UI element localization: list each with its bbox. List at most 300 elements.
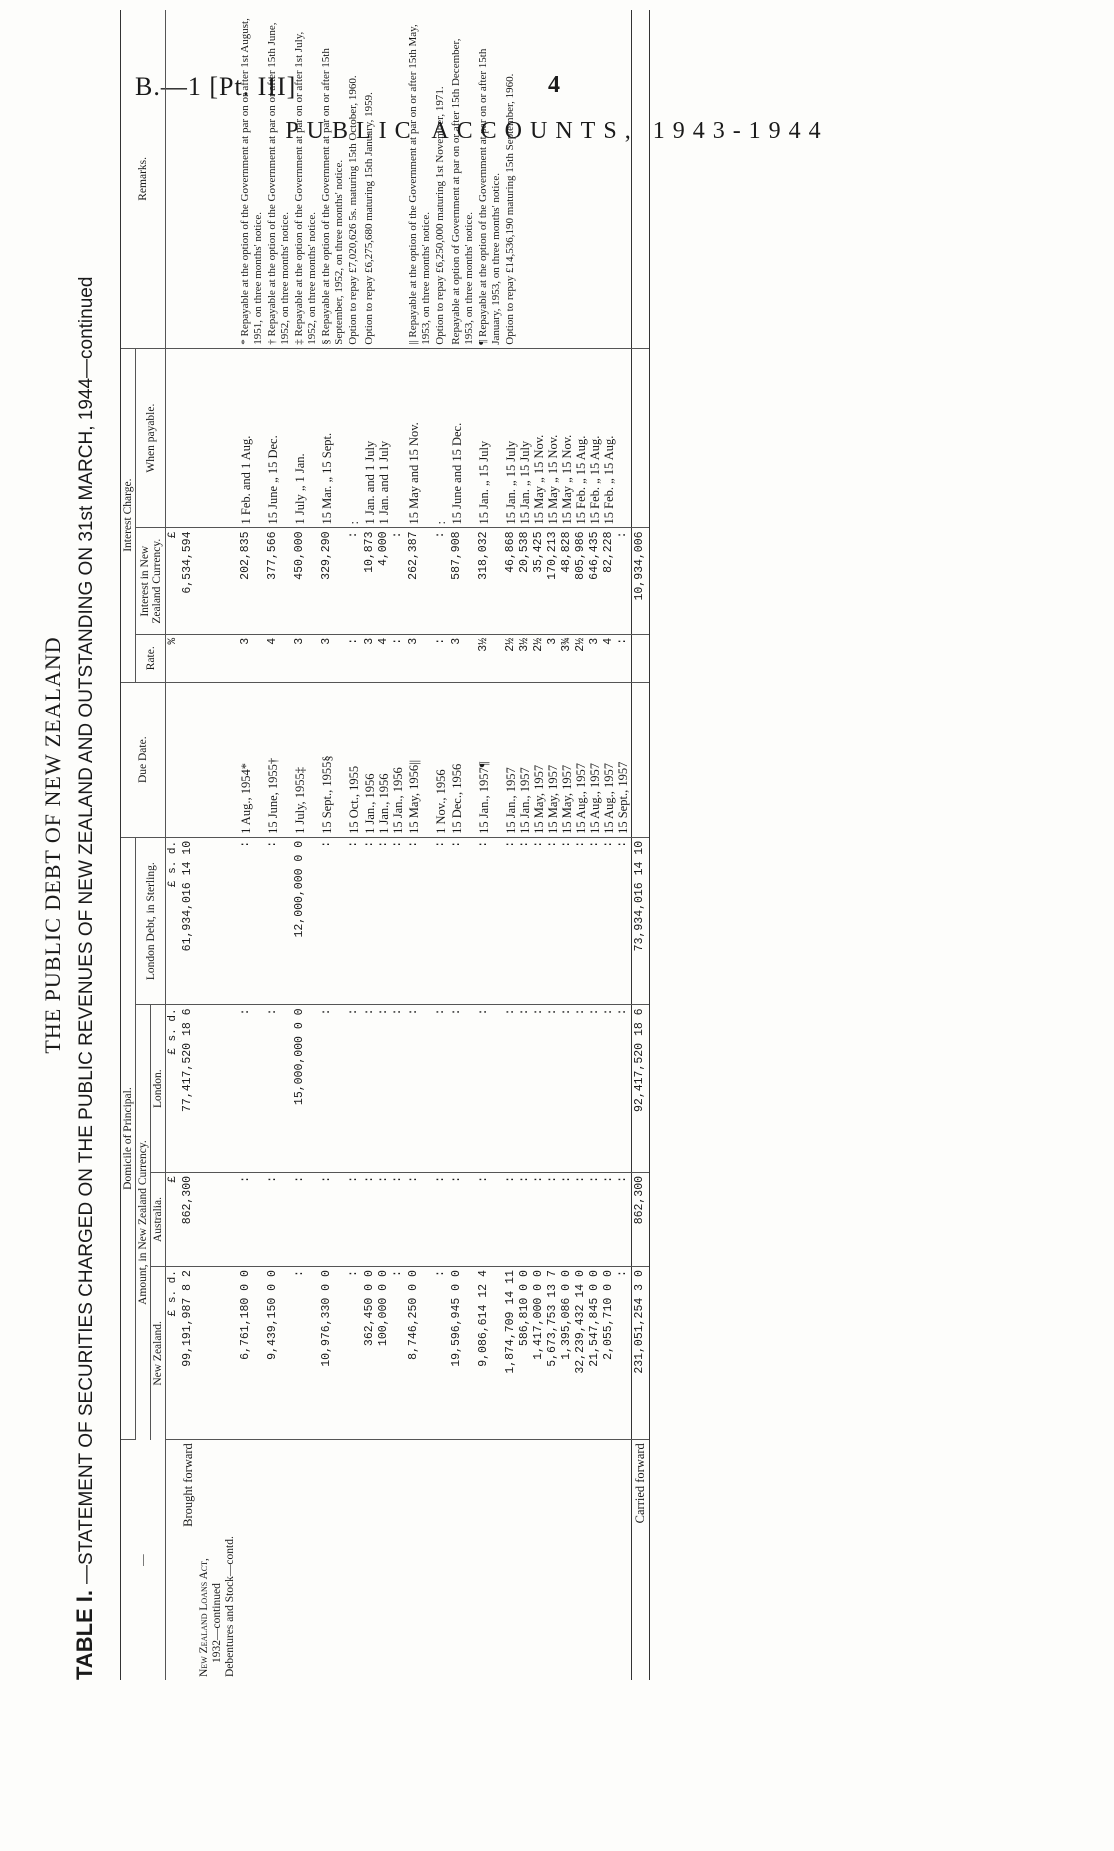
cell-line: 9,439,150 0 0	[266, 1270, 279, 1360]
table-main-title: THE PUBLIC DEBT OF NEW ZEALAND	[40, 636, 65, 1054]
cell-line: :	[602, 840, 615, 848]
cell-line: :	[363, 1008, 376, 1016]
cell-line: 15 May „ 15 Nov.	[546, 434, 560, 525]
cell-line: :	[616, 1270, 629, 1278]
cell-line: :	[347, 1008, 360, 1016]
cell-line: 170,213	[546, 531, 559, 580]
cell-line: :	[391, 1175, 404, 1183]
cell-line: 15 Jan., 1957¶	[477, 761, 491, 834]
cell-line: 2,055,710 0 0	[602, 1270, 615, 1360]
cell-due-date	[346, 682, 362, 837]
cell-remarks: Option to repay £14,536,190 maturing 15th September, 1960.	[503, 10, 632, 348]
cell-line: 15 May, 1957	[560, 764, 574, 834]
cell-interest	[319, 528, 346, 634]
cell-when-payable	[265, 348, 292, 528]
cell-rate	[362, 634, 406, 682]
cell-due-date	[433, 682, 449, 837]
cell-aus-amount	[449, 1172, 476, 1266]
cell-line: 15 Dec., 1956	[450, 763, 464, 834]
col-nz-header: New Zealand.	[151, 1267, 166, 1440]
section-title-a: New Zealand Loans Act,	[198, 1558, 210, 1677]
cell-nz-amount	[362, 1267, 406, 1440]
cell-line: :	[574, 1008, 587, 1016]
cell-line: 450,000	[293, 531, 306, 580]
cell-london-debt	[406, 837, 433, 1005]
cell-line: :	[450, 1008, 463, 1016]
cell-interest	[433, 528, 449, 634]
cell-london-debt	[476, 837, 503, 1005]
unit-lon: £ s. d.	[166, 1005, 181, 1173]
cell-london-amount	[449, 1005, 476, 1173]
brought-forward-label: Brought forward	[181, 1443, 195, 1527]
cell-line: :	[450, 840, 463, 848]
cell-due-date	[292, 682, 319, 837]
cell-line: 3½	[518, 637, 531, 652]
rotated-table-block	[40, 10, 1060, 1680]
cell-remarks: Option to repay £7,020,626 5s. maturing 15th October, 1960.	[346, 10, 362, 348]
cell-london-amount	[362, 1005, 406, 1173]
table-row	[476, 10, 503, 1680]
cell-line: :	[239, 1008, 252, 1016]
cell-line: 3	[588, 637, 601, 645]
cell-due-date	[362, 682, 406, 837]
cell-line: :	[532, 1175, 545, 1183]
cell-when-payable	[238, 348, 265, 528]
unit-aus: £	[166, 1172, 181, 1266]
cell-line: 1 Aug., 1954*	[239, 763, 253, 834]
col-interest-nz-header: Interest in New Zealand Currency.	[136, 528, 166, 634]
brought-forward-row	[180, 10, 197, 1680]
cell-nz-amount	[449, 1267, 476, 1440]
cell-when-payable	[476, 348, 503, 528]
page-title: PUBLIC ACCOUNTS, 1943-1944	[285, 118, 829, 144]
cell-when-payable	[449, 348, 476, 528]
cell-line: 4	[266, 637, 279, 645]
cell-line: 15 May „ 15 Nov.	[532, 434, 546, 525]
cell-line: 82,228	[602, 531, 615, 573]
cell-line: 1,874,709 14 11	[504, 1270, 517, 1374]
cell-interest	[238, 528, 265, 634]
cell-aus-amount	[319, 1172, 346, 1266]
section-title-b: 1932—continued	[211, 1583, 223, 1663]
col-london-header: London.	[151, 1005, 166, 1173]
cell-london-amount	[433, 1005, 449, 1173]
cell-line: 4	[377, 637, 390, 645]
cell-line: 1,417,000 0 0	[532, 1270, 545, 1360]
cell-rate	[265, 634, 292, 682]
table-title-block	[40, 10, 98, 1680]
cell-line: 1 Jan. and 1 July	[363, 440, 377, 525]
cell-rate	[476, 634, 503, 682]
table-row	[292, 10, 319, 1680]
cell-line: :	[477, 1175, 490, 1183]
cell-line: 15 May, 1957	[532, 764, 546, 834]
col-amount-header: Amount, in New Zealand Currency.	[136, 1005, 151, 1440]
cell-london-amount	[503, 1005, 632, 1173]
col-interest-header: Interest Charge.	[121, 348, 136, 682]
col-desc-header: —	[121, 1440, 166, 1680]
cell-due-date	[449, 682, 476, 837]
cell-line: 587,908	[450, 531, 463, 580]
cell-london-amount	[292, 1005, 319, 1173]
cell-line: 202,835	[239, 531, 252, 580]
cell-line: 15 Jan., 1957	[504, 767, 518, 834]
cell-line: :	[434, 840, 447, 848]
units-row	[166, 10, 181, 1680]
cell-line: 15 June and 15 Dec.	[450, 422, 464, 525]
table-body	[166, 10, 632, 1680]
cell-london-amount	[319, 1005, 346, 1173]
cell-line: 15,000,000 0 0	[293, 1008, 306, 1106]
cell-line: :	[347, 521, 361, 525]
cell-line: :	[518, 840, 531, 848]
cell-line: :	[377, 1175, 390, 1183]
table-row	[433, 10, 449, 1680]
cell-line: :	[293, 1270, 306, 1278]
cell-line: :	[574, 1175, 587, 1183]
cell-line: :	[518, 1175, 531, 1183]
cell-nz-amount	[346, 1267, 362, 1440]
cell-interest	[449, 528, 476, 634]
cell-nz-amount	[406, 1267, 433, 1440]
section-title-c: Debentures and Stock—contd.	[224, 1536, 236, 1677]
cell-line: :	[616, 1175, 629, 1183]
table-row	[362, 10, 406, 1680]
cell-line: 3	[293, 637, 306, 645]
cell-london-debt	[238, 837, 265, 1005]
cell-line: :	[407, 840, 420, 848]
cell-line: 3	[363, 637, 376, 645]
cell-line: :	[320, 1008, 333, 1016]
cell-due-date	[319, 682, 346, 837]
cell-london-amount	[238, 1005, 265, 1173]
cell-when-payable	[433, 348, 449, 528]
cell-line: 3	[450, 637, 463, 645]
cell-london-debt	[346, 837, 362, 1005]
cell-line: :	[602, 1175, 615, 1183]
cell-line: :	[588, 1008, 601, 1016]
cell-line: 3½	[477, 637, 490, 652]
section-heading	[197, 1440, 238, 1680]
cell-line: :	[518, 1008, 531, 1016]
table-subtitle-text: —STATEMENT OF SECURITIES CHARGED ON THE PUBLIC REVENUES OF NEW ZEALAND AND OUTSTANDING ON 31st MARCH, 1944—continued	[76, 276, 97, 1584]
cell-interest	[265, 528, 292, 634]
cf-lond: 73,934,016 14 10	[632, 837, 650, 1005]
cell-line: 15 June, 1955†	[266, 757, 280, 834]
cell-line: 15 May „ 15 Nov.	[560, 434, 574, 525]
cell-line: 329,290	[320, 531, 333, 580]
unit-int: £	[166, 528, 181, 634]
cell-line: :	[434, 637, 447, 645]
cell-line: :	[320, 840, 333, 848]
table-label: TABLE I.	[72, 1589, 97, 1680]
cell-line: 3¾	[560, 637, 573, 652]
cell-rate	[406, 634, 433, 682]
cell-aus-amount	[406, 1172, 433, 1266]
table-row	[503, 10, 632, 1680]
cell-aus-amount	[265, 1172, 292, 1266]
unit-nz: £ s. d.	[166, 1267, 181, 1440]
cell-london-debt	[433, 837, 449, 1005]
cell-rate	[292, 634, 319, 682]
cell-remarks: Repayable at option of Government at par on or after 15th December, 1953, on three months' notice.	[449, 10, 476, 348]
cell-line: 2½	[574, 637, 587, 652]
cell-line: 46,868	[504, 531, 517, 573]
cell-line: :	[546, 1008, 559, 1016]
col-domicile-header: Domicile of Principal.	[121, 837, 136, 1439]
cell-london-amount	[346, 1005, 362, 1173]
cell-line: :	[532, 840, 545, 848]
cell-line: 15 Sept., 1955§	[320, 755, 334, 834]
table-subtitle	[72, 10, 98, 1680]
cell-line: 1 July „ 1 Jan.	[293, 453, 307, 525]
cell-line: :	[363, 840, 376, 848]
col-remarks-header: Remarks.	[121, 10, 166, 348]
cell-line: :	[588, 840, 601, 848]
cell-line: :	[477, 1008, 490, 1016]
table-row	[346, 10, 362, 1680]
cell-rate	[433, 634, 449, 682]
cell-line: 15 Jan., 1956	[391, 767, 405, 834]
cell-line: 15 Mar. „ 15 Sept.	[320, 432, 334, 525]
cell-nz-amount	[476, 1267, 503, 1440]
col-rate-header: Rate.	[136, 634, 166, 682]
cell-when-payable	[346, 348, 362, 528]
cell-line: :	[266, 1175, 279, 1183]
cf-nz: 231,051,254 3 0	[632, 1267, 650, 1440]
cell-due-date	[503, 682, 632, 837]
cell-line: :	[391, 637, 404, 645]
cell-line: :	[504, 1008, 517, 1016]
cell-line: :	[546, 840, 559, 848]
cell-when-payable	[362, 348, 406, 528]
cell-line: :	[504, 1175, 517, 1183]
bf-aus: 862,300	[180, 1172, 197, 1266]
cell-line: :	[574, 840, 587, 848]
cell-line: 12,000,000 0 0	[293, 840, 306, 938]
cell-line: 1 Jan. and 1 July	[377, 440, 391, 525]
public-debt-table	[120, 10, 650, 1680]
cell-line: 1 Jan., 1956	[377, 773, 391, 834]
cell-line: 19,596,945 0 0	[450, 1270, 463, 1367]
cell-rate	[238, 634, 265, 682]
cell-line: :	[391, 531, 404, 539]
col-due-header: Due Date.	[121, 682, 166, 837]
cell-line: :	[560, 1008, 573, 1016]
cell-aus-amount	[292, 1172, 319, 1266]
cell-line: 15 Feb. „ 15 Aug.	[574, 435, 588, 525]
cell-nz-amount	[238, 1267, 265, 1440]
cell-london-debt	[265, 837, 292, 1005]
cell-line: 21,547,845 0 0	[588, 1270, 601, 1367]
cell-aus-amount	[362, 1172, 406, 1266]
cell-remarks: Option to repay £6,250,000 maturing 1st November, 1971.	[433, 10, 449, 348]
cell-aus-amount	[433, 1172, 449, 1266]
cell-london-debt	[319, 837, 346, 1005]
cell-line: :	[407, 1175, 420, 1183]
cell-interest	[406, 528, 433, 634]
cell-london-amount	[406, 1005, 433, 1173]
cell-line: 1,395,086 0 0	[560, 1270, 573, 1360]
cell-line: 15 Aug., 1957	[602, 763, 616, 834]
cell-line: :	[434, 1175, 447, 1183]
cell-remarks: † Repayable at the option of the Government at par on or after 15th June, 1952, on three months' notice.	[265, 10, 292, 348]
cell-line: :	[616, 1008, 629, 1016]
table-row	[238, 10, 265, 1680]
cell-line: 15 May, 1956||	[407, 759, 421, 834]
cell-when-payable	[319, 348, 346, 528]
cell-line: :	[377, 1008, 390, 1016]
col-london-debt-header: London Debt, in Sterling.	[136, 837, 166, 1005]
table-row	[449, 10, 476, 1680]
cell-line: 35,425	[532, 531, 545, 573]
cell-when-payable	[503, 348, 632, 528]
cell-line: 15 Aug., 1957	[588, 763, 602, 834]
cell-line: 15 May and 15 Nov.	[407, 422, 421, 525]
cell-line: 15 Jan. „ 15 July	[477, 440, 491, 525]
cell-line: 15 Jan., 1957	[518, 767, 532, 834]
cell-line: 377,566	[266, 531, 279, 580]
cell-london-amount	[476, 1005, 503, 1173]
cell-line: :	[391, 1270, 404, 1278]
cell-london-amount	[265, 1005, 292, 1173]
cell-nz-amount	[292, 1267, 319, 1440]
cf-int: 10,934,006	[632, 528, 650, 634]
cell-rate	[503, 634, 632, 682]
cell-due-date	[265, 682, 292, 837]
cell-when-payable	[292, 348, 319, 528]
cell-line: 48,828	[560, 531, 573, 573]
cell-line: 8,746,250 0 0	[407, 1270, 420, 1360]
cell-line: :	[560, 840, 573, 848]
cell-due-date	[476, 682, 503, 837]
cell-interest	[503, 528, 632, 634]
cell-line: :	[450, 1175, 463, 1183]
cell-interest	[476, 528, 503, 634]
cell-line: :	[320, 1175, 333, 1183]
col-australia-header: Australia.	[151, 1172, 166, 1266]
cell-interest	[362, 528, 406, 634]
cell-line: 4	[602, 637, 615, 645]
cell-line: :	[434, 1008, 447, 1016]
cell-line: :	[602, 1008, 615, 1016]
cell-remarks: * Repayable at the option of the Government at par on or after 1st August, 1951, on three months' notice.	[238, 10, 265, 348]
cell-line: 3	[546, 637, 559, 645]
cell-line: :	[347, 1270, 360, 1278]
cell-line: 262,387	[407, 531, 420, 580]
cell-line: :	[560, 1175, 573, 1183]
cell-line: :	[377, 840, 390, 848]
cell-line: :	[477, 840, 490, 848]
cell-line: 15 Sept., 1957	[616, 761, 630, 834]
cell-line: 15 Feb. „ 15 Aug.	[602, 435, 616, 525]
cell-line: 3	[239, 637, 252, 645]
cell-line: :	[266, 840, 279, 848]
cell-line: 3	[407, 637, 420, 645]
page-number: 4	[548, 72, 560, 98]
cell-remarks: § Repayable at the option of the Government at par on or after 15th September, 1952, on three months' notice.	[319, 10, 346, 348]
cell-line: 15 Oct., 1955	[347, 765, 361, 834]
cell-line: 3	[320, 637, 333, 645]
cell-line: :	[546, 1175, 559, 1183]
cell-line: 362,450 0 0	[363, 1270, 376, 1347]
carried-forward-row	[632, 10, 650, 1680]
cf-lon: 92,417,520 18 6	[632, 1005, 650, 1173]
cell-line: 10,873	[363, 531, 376, 573]
section-heading-row	[197, 10, 238, 1680]
unit-rate: %	[166, 634, 181, 682]
cell-line: :	[434, 1270, 447, 1278]
cell-line: 646,435	[588, 531, 601, 580]
cell-line: :	[532, 1008, 545, 1016]
cell-line: :	[407, 1008, 420, 1016]
cell-line: :	[266, 1008, 279, 1016]
table-row	[319, 10, 346, 1680]
cell-line: 32,239,432 14 0	[574, 1270, 587, 1374]
cell-nz-amount	[319, 1267, 346, 1440]
bf-int: 6,534,594	[180, 528, 197, 634]
cell-line: :	[616, 531, 629, 539]
cell-london-debt	[292, 837, 319, 1005]
col-when-payable-header: When payable.	[136, 348, 166, 528]
cell-line: 6,761,180 0 0	[239, 1270, 252, 1360]
bf-lon: 77,417,520 18 6	[180, 1005, 197, 1173]
cell-interest	[346, 528, 362, 634]
cell-line: 5,673,753 13 7	[546, 1270, 559, 1367]
table-row	[265, 10, 292, 1680]
cell-remarks: ‡ Repayable at the option of the Government at par on or after 1st July, 1952, on three months' notice.	[292, 10, 319, 348]
document-reference: B.—1 [Pt. III]	[135, 72, 297, 101]
cell-line: 1 July, 1955‡	[293, 766, 307, 834]
bf-lond: 61,934,016 14 10	[180, 837, 197, 1005]
cell-line: :	[504, 840, 517, 848]
cell-line: :	[434, 531, 447, 539]
cell-line: 15 June „ 15 Dec.	[266, 435, 280, 525]
cell-interest	[292, 528, 319, 634]
cell-line: 15 Jan. „ 15 July	[504, 440, 518, 525]
cell-line: 20,538	[518, 531, 531, 573]
cell-line: :	[588, 1175, 601, 1183]
cell-line: 15 Feb. „ 15 Aug.	[588, 435, 602, 525]
cell-line: :	[616, 840, 629, 848]
cell-line: :	[347, 840, 360, 848]
cell-line: :	[239, 1175, 252, 1183]
cell-line: 100,000 0 0	[377, 1270, 390, 1347]
cell-line: 15 May, 1957	[546, 764, 560, 834]
cell-line: 1 Jan., 1956	[363, 773, 377, 834]
cell-remarks: Option to repay £6,275,680 maturing 15th January, 1959.	[362, 10, 406, 348]
cell-line: 2½	[532, 637, 545, 652]
cell-line: 1 Feb. and 1 Aug.	[239, 435, 253, 525]
cell-line: :	[434, 521, 448, 525]
cell-line: :	[347, 637, 360, 645]
cell-line: :	[293, 1175, 306, 1183]
cell-london-debt	[449, 837, 476, 1005]
cell-line: 15 Aug., 1957	[574, 763, 588, 834]
cell-line: 1 Nov., 1956	[434, 769, 448, 834]
cell-line: :	[239, 840, 252, 848]
cell-line: 4,000	[377, 531, 390, 567]
cell-rate	[346, 634, 362, 682]
cell-line: 805,986	[574, 531, 587, 580]
cell-nz-amount	[503, 1267, 632, 1440]
cell-nz-amount	[265, 1267, 292, 1440]
cell-due-date	[406, 682, 433, 837]
cell-line: 15 Jan. „ 15 July	[518, 440, 532, 525]
cell-remarks: ¶ Repayable at the option of the Government at par on or after 15th January, 1953, on three months' notice.	[476, 10, 503, 348]
bf-nz: 99,191,987 8 2	[180, 1267, 197, 1440]
cell-line: 2½	[504, 637, 517, 652]
